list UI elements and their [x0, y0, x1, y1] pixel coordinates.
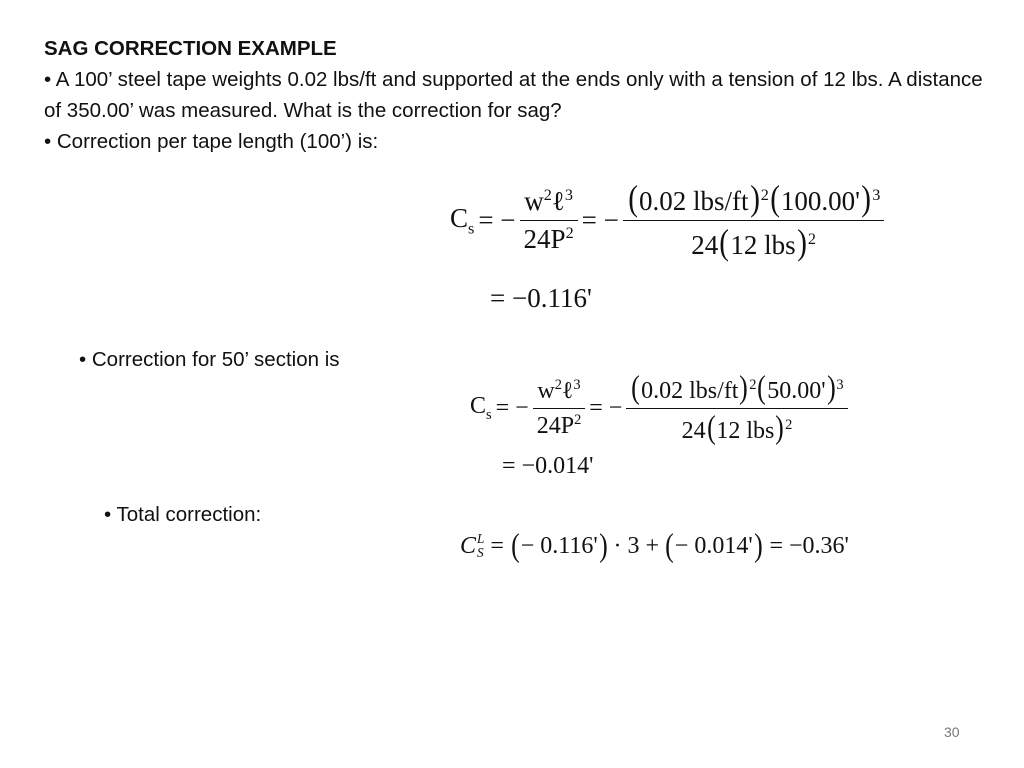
numeric-sag-fraction: $\frac{(0.02 lbs/ft)^2(50.00')^3}{24(12 lbs)^2}$ — [626, 372, 847, 445]
formula-full-tape — [450, 180, 884, 314]
total-result: = −0.36' — [769, 532, 849, 559]
equals-minus: = − — [581, 205, 619, 235]
times-three-plus: · 3 + — [613, 532, 659, 559]
formula-half-tape-result: = −0.014' — [502, 453, 594, 479]
equals-minus: = − — [589, 395, 623, 421]
bullet-full-tape-correction: • Correction per tape length (100’) is: — [44, 130, 379, 153]
numeric-sag-fraction: $\frac{(0.02 lbs/ft)^2(100.00')^3}{24(12 lbs)^2}$ — [623, 180, 884, 261]
equals-minus: = − — [495, 395, 529, 421]
full-tape-term: − 0.116' — [520, 532, 598, 559]
formula-total: C L S = ( − 0.116' ) · 3 + ( − 0.014' ) = −0.36' — [460, 528, 849, 564]
general-sag-fraction: $\frac{w^2\ell^3}{24P^2}$ — [533, 377, 586, 440]
problem-text-block — [44, 33, 994, 157]
equals-minus: = − — [478, 205, 516, 235]
equals-sign: = — [490, 532, 504, 559]
cs-symbol: $C_s$ — [470, 393, 492, 423]
page-number: 30 — [944, 724, 960, 740]
half-tape-term: − 0.014' — [674, 532, 753, 559]
general-sag-fraction: $\frac{w^2\ell^3}{24P^2}$ — [520, 186, 578, 255]
problem-statement: • A 100’ steel tape weights 0.02 lbs/ft and supported at the ends only with a tension of 12 lbs. A distance of 350.00’ was measured. What is the correction for sag? — [44, 68, 983, 122]
slide-title: SAG CORRECTION EXAMPLE — [44, 37, 337, 60]
bullet-half-tape-correction: • Correction for 50’ section is — [79, 348, 340, 371]
cs-symbol: $C_s$ — [450, 202, 475, 238]
bullet-total-correction: • Total correction: — [104, 503, 262, 526]
formula-full-tape-result: = −0.116' — [490, 283, 592, 313]
cs-total-symbol: C L S — [460, 531, 485, 561]
formula-half-tape — [470, 372, 848, 480]
